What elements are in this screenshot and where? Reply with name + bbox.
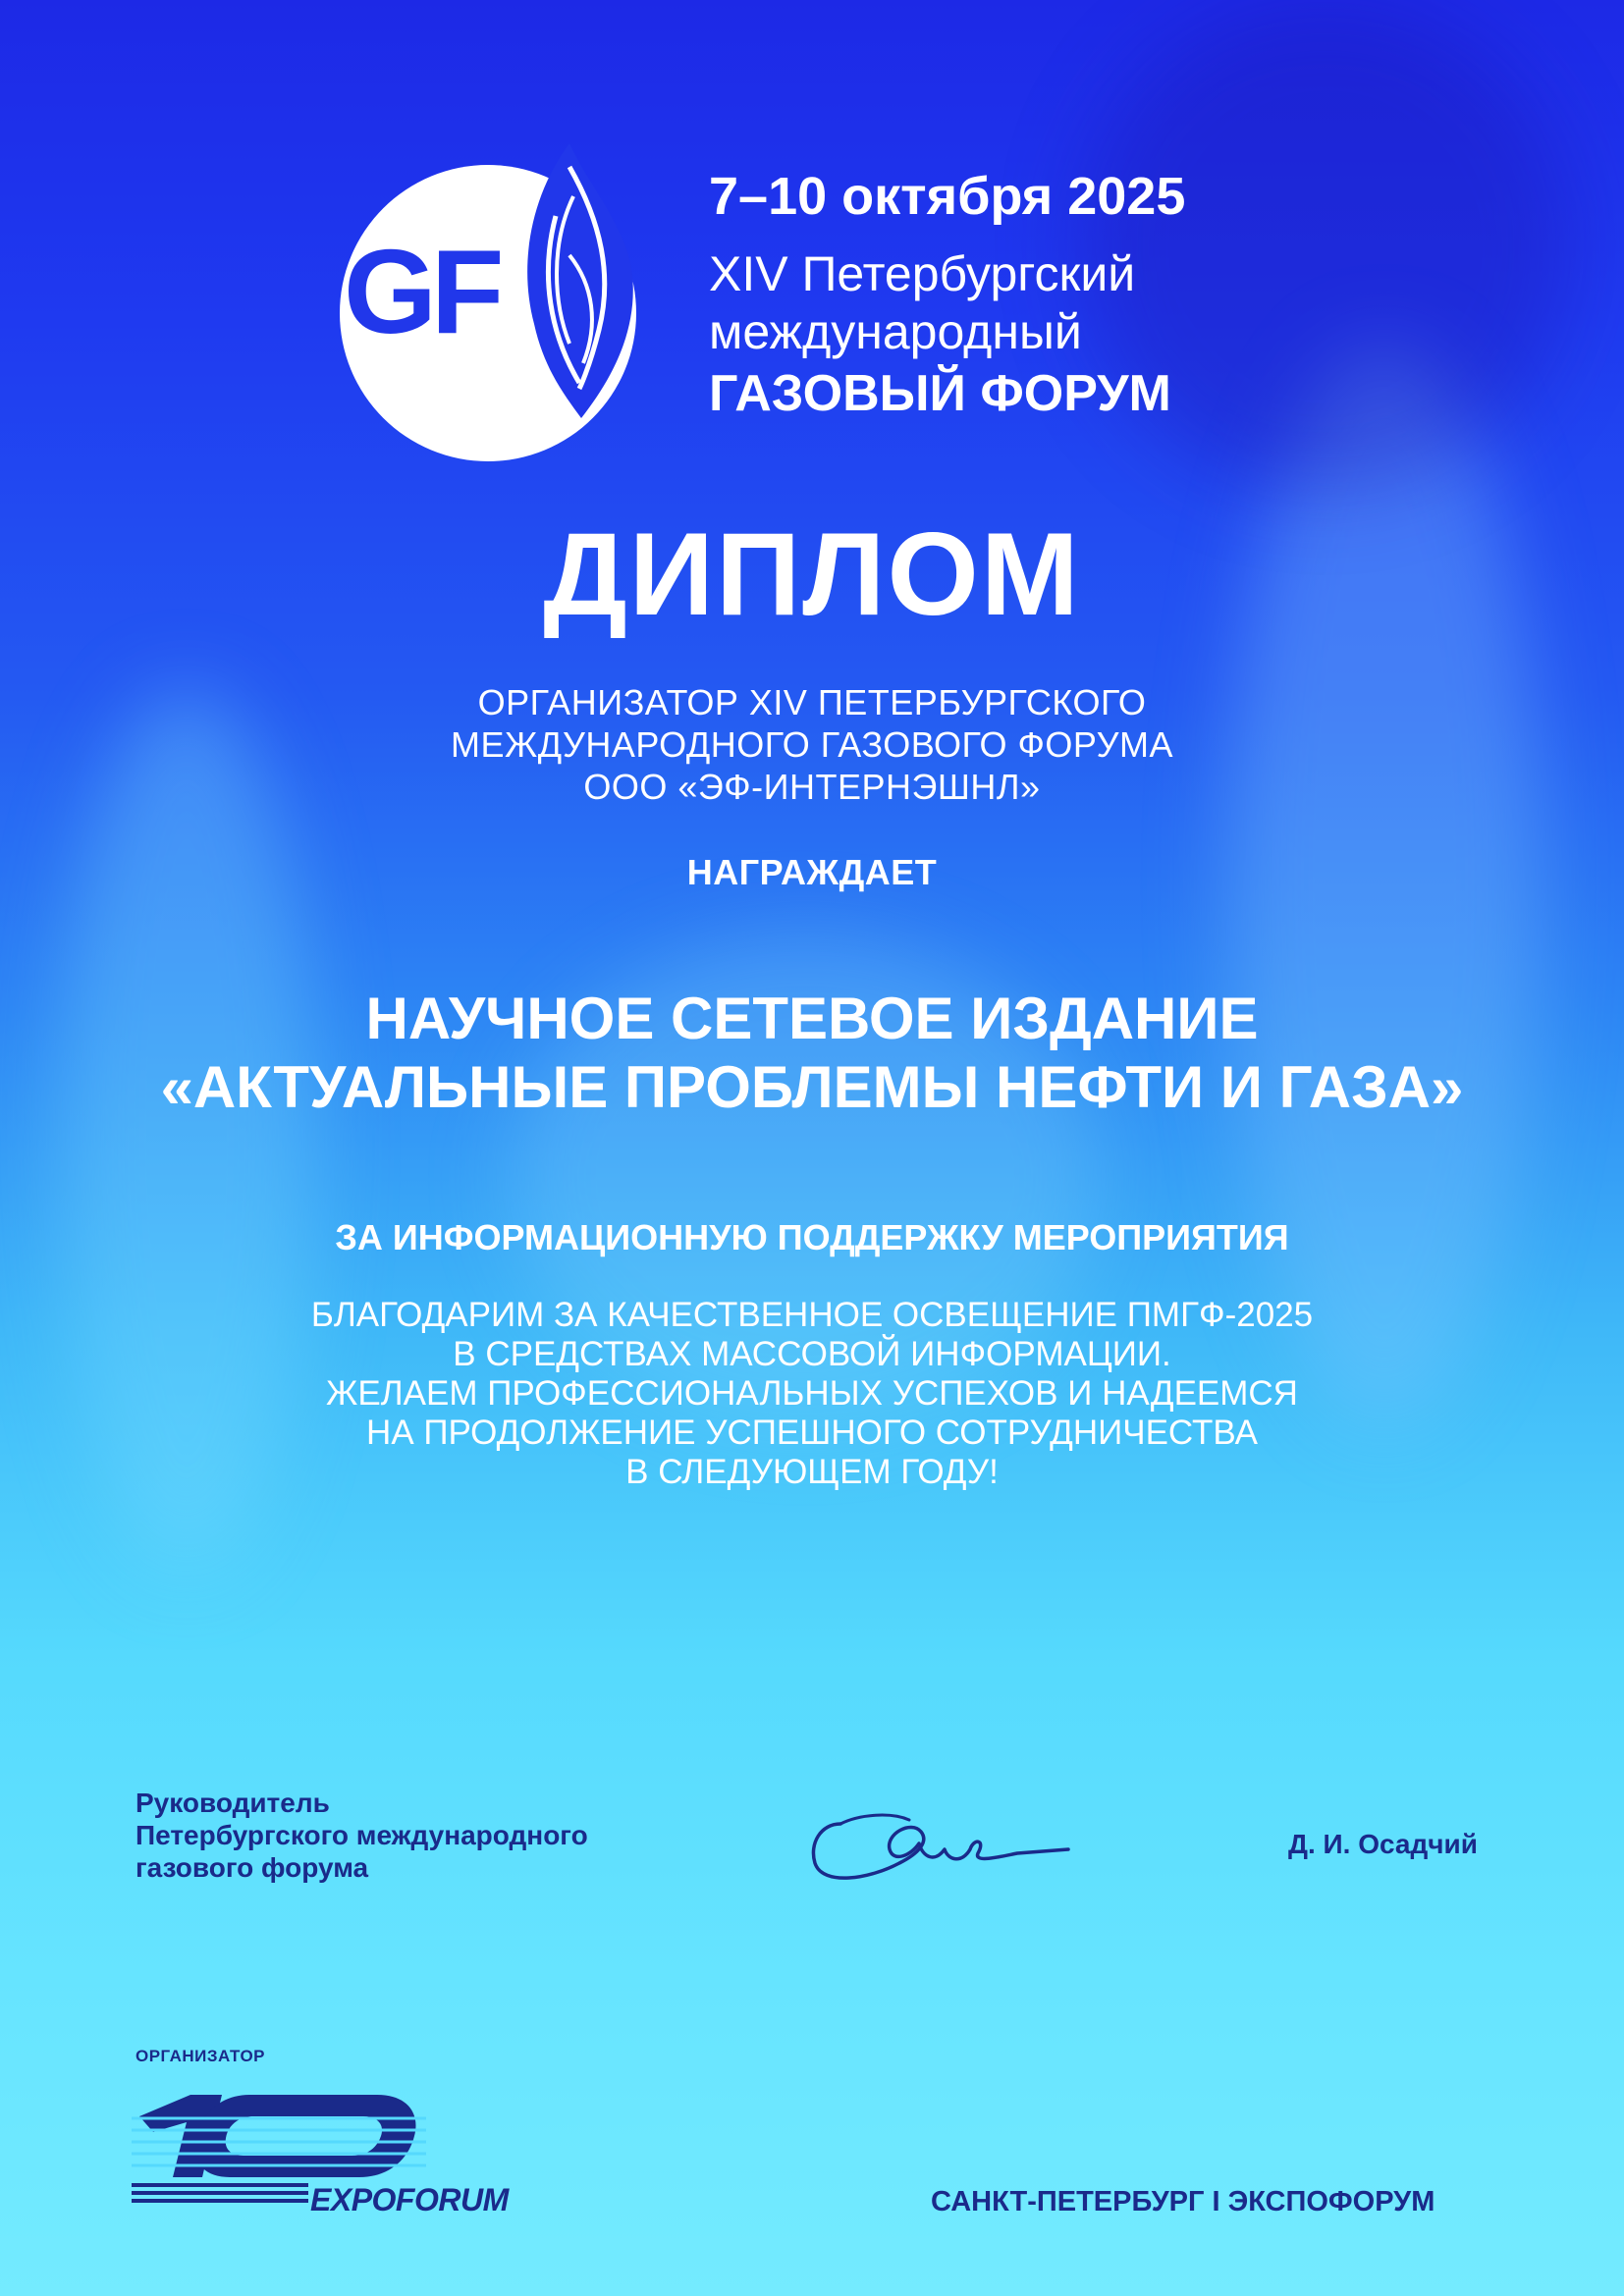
event-date: 7–10 октября 2025 [709,167,1186,226]
award-reason: ЗА ИНФОРМАЦИОННУЮ ПОДДЕРЖКУ МЕРОПРИЯТИЯ [335,1217,1289,1257]
expoforum-text: EXPOFORUM [310,2182,509,2217]
thanks-line: В СЛЕДУЮЩЕМ ГОДУ! [625,1453,999,1491]
footer-location: САНКТ-ПЕТЕРБУРГ I ЭКСПОФОРУМ [931,2186,1435,2217]
thanks-line: БЛАГОДАРИМ ЗА КАЧЕСТВЕННОЕ ОСВЕЩЕНИЕ ПМГФ-2025 [310,1296,1314,1334]
organizer-line: ООО «ЭФ-ИНТЕРНЭШНЛ» [583,767,1041,807]
thanks-block [0,1296,1624,1492]
recipient-line: НАУЧНОЕ СЕТЕВОЕ ИЗДАНИЕ [365,986,1259,1051]
awards-label: НАГРАЖДАЕТ [686,852,938,892]
signature-image [801,1785,1076,1893]
signatory-title-line: Петербургского международного [135,1820,588,1850]
thanks-line: НА ПРОДОЛЖЕНИЕ УСПЕШНОГО СОТРУДНИЧЕСТВА [366,1414,1258,1452]
organizer-block [0,681,1624,808]
signatory-title-line: газового форума [135,1852,369,1883]
signatory-title-line: Руководитель [135,1788,330,1818]
event-name-forum: ГАЗОВЫЙ ФОРУМ [709,365,1171,422]
thanks-line: ЖЕЛАЕМ ПРОФЕССИОНАЛЬНЫХ УСПЕХОВ И НАДЕЕМСЯ [326,1374,1298,1413]
organizer-line: ОРГАНИЗАТОР XIV ПЕТЕРБУРГСКОГО [477,682,1147,722]
diploma-title: ДИПЛОМ [543,508,1081,640]
recipient-line: «АКТУАЛЬНЫЕ ПРОБЛЕМЫ НЕФТИ И ГАЗА» [160,1054,1464,1120]
flame-icon [511,137,648,422]
gf-logo-text: GF [344,225,499,358]
recipient-block [0,985,1624,1122]
signatory-title [135,1787,588,1884]
organizer-label: ОРГАНИЗАТОР [135,2047,266,2065]
event-name-line-2: международный [709,304,1082,359]
signatory-name: Д. И. Осадчий [1288,1829,1478,1859]
organizer-line: МЕЖДУНАРОДНОГО ГАЗОВОГО ФОРУМА [451,724,1173,765]
event-name-line-1: XIV Петербургский [709,246,1136,301]
thanks-line: В СРЕДСТВАХ МАССОВОЙ ИНФОРМАЦИИ. [453,1335,1171,1373]
